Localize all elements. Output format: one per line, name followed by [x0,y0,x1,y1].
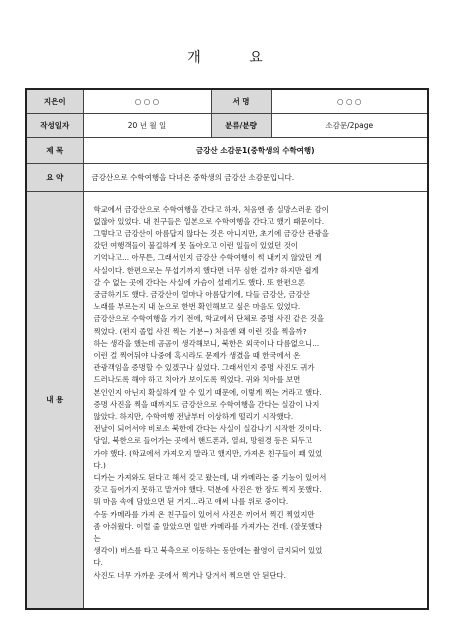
content-line: 갔던 여행객들이 불길하게 못 돌아오고 이런 일들이 있었던 것이 [93,241,298,251]
subject-value: 금강산 소감문1(중학생의 수학여행) [83,137,428,163]
content-line: 그렇다고 금강산이 아름답지 않다는 것은 아니지만, 초기에 금강산 관광을 [93,228,329,238]
content-line: 다.) [93,460,106,470]
content-line: 디카는 가져와도 된다고 해서 갖고 왔는데, 내 카메라는 줌 기능이 있어서 [93,472,327,482]
content-line: 찍었다. (편지 졸업 사진 찍는 기분~) 처음엔 왜 이런 것을 찍을까? [93,326,307,336]
content-body [84,192,428,590]
content-line: 하는 생각을 했는데 곰곰이 생각해보니, 북한은 외국이나 다름없으니... [93,338,320,348]
content-line: 본인인지 아닌지 확실하게 알 수 있기 때문에, 이렇게 찍는 거라고 했다. [93,387,322,397]
content-line: 가야 했다. (학교에서 가져오지 말라고 했지만, 가져온 친구들이 꽤 있었 [93,448,323,458]
category-value: 소감문/2page [271,113,428,137]
content-line: 다. [93,558,103,568]
content-line: 전날이 되어서야 비로소 북한에 간다는 사실이 실감나기 시작한 것이다. [93,424,322,434]
content-line: 생각이) 버스를 타고 북측으로 이동하는 동안에는 촬영이 금지되어 있었 [93,546,323,556]
content-line: 드러나도록 해야 하고 치아가 보이도록 찍었다. 귀와 치아를 보면 [93,375,301,385]
content-line: 갈 수 없는 곳에 간다는 사실에 가슴이 설레기도 했다. 또 한편으론 [93,277,305,287]
content-line: 는 [93,533,101,543]
content-line: 수동 카메라를 가져 온 친구들이 있어서 사진은 끼어서 찍긴 찍었지만 [93,509,315,519]
name-label: 서 명 [211,89,271,113]
category-label: 분류/분량 [211,113,271,137]
content-label: 내 용 [26,191,83,609]
summary-label: 요 약 [26,163,83,191]
content-line: 기억나고... 아무튼, 그래서인지 금강산 수학여행이 썩 내키지 않았던 게 [93,253,322,263]
content-line: 갖고 들어가지 못하고 맡겨야 했다. 덕분에 사진은 한 장도 찍지 못했다. [93,485,322,495]
date-label: 작성일자 [26,113,83,137]
content-line: 노래를 부르는지 내 눈으로 한번 확인해보고 싶은 마음도 있었다. [93,302,301,312]
content-line: 관광객임을 증명할 수 있겠구나 싶었다. 그래서인지 증명 사진도 귀가 [93,363,315,373]
content-line: 금강산으로 수학여행을 가기 전에, 학교에서 단체로 증명 사진 같은 것을 [93,314,325,324]
content-line: 없잖아 있었다. 내 친구들은 일본으로 수학여행을 간다고 했기 때문이다. [93,216,325,226]
content-line: 궁금하기도 했다. 금강산이 얼마나 아름답기에, 다들 금강산, 금강산 [93,289,310,299]
summary-value: 금강산으로 수학여행을 다녀온 중학생의 금강산 소감문입니다. [83,163,428,191]
document-title: 개 요 [187,50,285,66]
content-line: 이런 걸 찍어둬야 나중에 혹시라도 문제가 생겼을 때 한국에서 온 [93,350,301,360]
content-line: 당일, 북한으로 들어가는 곳에서 핸드폰과, 열쇠, 망원경 등은 되두고 [93,436,313,446]
author-label: 지은이 [26,89,83,113]
name-value: ○ ○ ○ [271,89,428,113]
content-line: 좀 아쉬웠다. 이럴 줄 알았으면 일반 카메라를 가져가는 건데. (잘못했다 [93,521,323,531]
content-line: 학교에서 금강산으로 수학여행을 간다고 하자, 처음엔 좀 실망스러운 감이 [93,204,329,214]
content-cell [83,191,428,609]
date-value: 20 년 월 일 [83,113,211,137]
content-line: 증명 사진을 찍을 때까지도 금강산으로 수학여행을 간다는 실감이 나지 [93,399,320,409]
content-line: 사실이다. 한편으로는 무섭기까지 했다면 너무 심한 걸까? 하지만 쉽게 [93,265,319,275]
content-line: 사진도 너무 가까운 곳에서 찍거나 당겨서 찍으면 안 된단다. [93,570,286,580]
summary-form [25,88,429,610]
author-value: ○ ○ ○ [83,89,211,113]
content-line: 뭐 마음 속에 담았으면 된 거지...라고 애써 나를 위로 중이다. [93,497,289,507]
content-line: 않았다. 하지만, 수학여행 전날부터 이상하게 떨리기 시작했다. [93,411,294,421]
subject-label: 제 목 [26,137,83,163]
